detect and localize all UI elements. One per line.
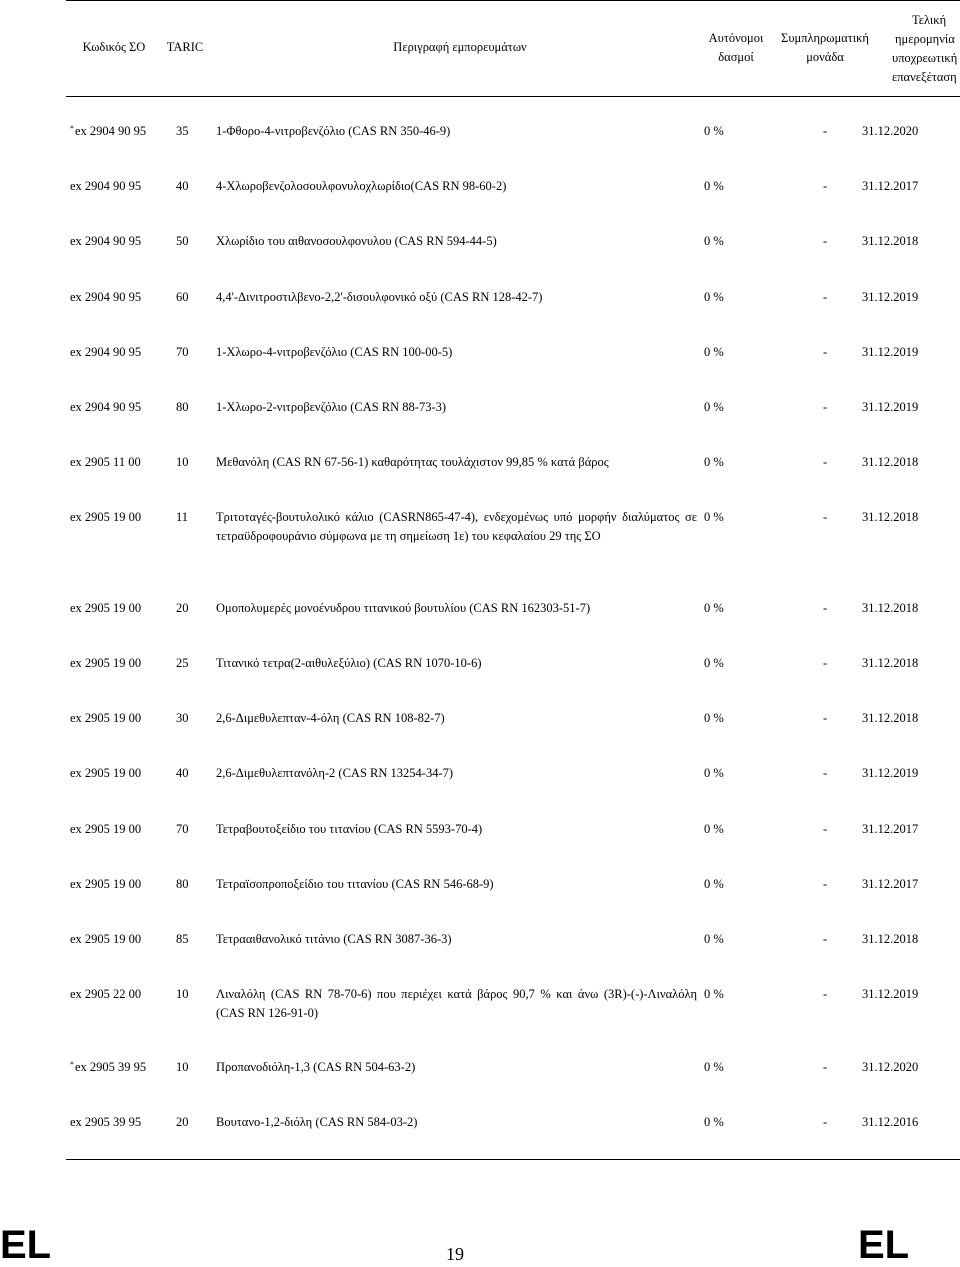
header-duties-line-1: Αυτόνομοι (708, 31, 764, 45)
header-code: Κωδικός ΣΟ (82, 40, 146, 54)
taric-code: 20 (176, 1115, 189, 1129)
header-review-date-line-4: επανεξέταση (892, 70, 957, 84)
header-duties-line-2: δασμοί (718, 50, 754, 64)
taric-code: 35 (176, 124, 189, 138)
supplementary-unit: - (823, 179, 828, 193)
supplementary-unit: - (823, 1060, 828, 1074)
autonomous-duty: 0 % (704, 877, 724, 891)
cn-code: ex 2904 90 95 (70, 290, 142, 304)
cn-code: ex 2905 19 00 (70, 601, 142, 615)
review-date: 31.12.2018 (862, 455, 919, 469)
autonomous-duty: 0 % (704, 124, 724, 138)
goods-description: Τετραβουτοξείδιο του τιτανίου (CAS RN 5593-70-4) (216, 822, 483, 836)
taric-code: 11 (176, 510, 189, 524)
goods-description: Προπανοδιόλη-1,3 (CAS RN 504-63-2) (216, 1060, 416, 1074)
goods-description: 1-Χλωρο-4-νιτροβενζόλιο (CAS RN 100-00-5) (216, 345, 453, 359)
header-unit (772, 29, 878, 67)
review-date: 31.12.2018 (862, 601, 919, 615)
autonomous-duty: 0 % (704, 987, 724, 1001)
supplementary-unit: - (823, 234, 828, 248)
supplementary-unit: - (823, 877, 828, 891)
autonomous-duty: 0 % (704, 711, 724, 725)
cn-code: ex 2905 19 00 (70, 932, 142, 946)
review-date: 31.12.2017 (862, 179, 919, 193)
cn-code: ex 2905 19 00 (70, 510, 142, 524)
table-bottom-rule (66, 1159, 960, 1160)
supplementary-unit: - (823, 766, 828, 780)
taric-code: 70 (176, 345, 189, 359)
taric-code: 10 (176, 455, 189, 469)
review-date: 31.12.2017 (862, 822, 919, 836)
cn-code: ex 2905 19 00 (70, 766, 142, 780)
taric-code: 70 (176, 822, 189, 836)
review-date: 31.12.2018 (862, 932, 919, 946)
review-date: 31.12.2018 (862, 711, 919, 725)
goods-description: 4,4'-Δινιτροστιλβενο-2,2'-δισουλφονικό οξύ (CAS RN 128-42-7) (216, 290, 543, 304)
cn-code: ex 2904 90 95 (70, 234, 142, 248)
cn-code: ex 2905 19 00 (70, 711, 142, 725)
goods-description: Τετραϊσοπροποξείδιο του τιτανίου (CAS RN 546-68-9) (216, 877, 494, 891)
cn-code: ex 2904 90 95 (70, 345, 142, 359)
page-number: 19 (446, 1244, 464, 1264)
cn-code: ex 2904 90 95 (70, 400, 142, 414)
autonomous-duty: 0 % (704, 601, 724, 615)
amendment-mark: * (70, 124, 74, 133)
review-date: 31.12.2019 (862, 400, 919, 414)
goods-description: Μεθανόλη (CAS RN 67-56-1) καθαρότητας τουλάχιστον 99,85 % κατά βάρος (216, 455, 609, 469)
review-date: 31.12.2018 (862, 510, 919, 524)
header-top-rule (66, 0, 960, 1)
supplementary-unit: - (823, 932, 828, 946)
autonomous-duty: 0 % (704, 1115, 724, 1129)
autonomous-duty: 0 % (704, 290, 724, 304)
cn-code: ex 2905 22 00 (70, 987, 142, 1001)
cn-code: ex 2905 11 00 (70, 455, 141, 469)
cn-code: ex 2905 19 00 (70, 877, 142, 891)
header-duties (696, 29, 776, 67)
header-unit-line-2: μονάδα (806, 50, 844, 64)
header-bottom-rule (66, 96, 960, 97)
autonomous-duty: 0 % (704, 510, 724, 524)
footer-language-right: EL (858, 1223, 910, 1267)
goods-description: Βουτανο-1,2-διόλη (CAS RN 584-03-2) (216, 1115, 418, 1129)
autonomous-duty: 0 % (704, 179, 724, 193)
goods-description: 1-Χλωρο-2-νιτροβενζόλιο (CAS RN 88-73-3) (216, 400, 447, 414)
goods-description: 2,6-Διμεθυλεπτανόλη-2 (CAS RN 13254-34-7) (216, 766, 454, 780)
footer-language-left: EL (0, 1223, 52, 1267)
header-taric: TARIC (166, 40, 204, 54)
supplementary-unit: - (823, 124, 828, 138)
review-date: 31.12.2018 (862, 656, 919, 670)
taric-code: 10 (176, 1060, 189, 1074)
cn-code: *ex 2905 39 95 (70, 1060, 147, 1074)
supplementary-unit: - (823, 711, 828, 725)
goods-description: 2,6-Διμεθυλεπταν-4-όλη (CAS RN 108-82-7) (216, 711, 445, 725)
header-review-date-line-3: υποχρεωτική (892, 51, 958, 65)
goods-description: Ομοπολυμερές μονοένυδρου τιτανικού βουτυλίου (CAS RN 162303-51-7) (216, 601, 591, 615)
review-date: 31.12.2018 (862, 234, 919, 248)
autonomous-duty: 0 % (704, 400, 724, 414)
autonomous-duty: 0 % (704, 766, 724, 780)
taric-code: 50 (176, 234, 189, 248)
review-date: 31.12.2016 (862, 1115, 919, 1129)
taric-code: 25 (176, 656, 189, 670)
taric-code: 10 (176, 987, 189, 1001)
taric-code: 40 (176, 766, 189, 780)
goods-description: Τετρααιθανολικό τιτάνιο (CAS RN 3087-36-3) (216, 932, 452, 946)
supplementary-unit: - (823, 822, 828, 836)
supplementary-unit: - (823, 510, 828, 524)
autonomous-duty: 0 % (704, 822, 724, 836)
autonomous-duty: 0 % (704, 1060, 724, 1074)
header-review-date-line-2: ημερομηνία (895, 32, 955, 46)
cn-code: *ex 2904 90 95 (70, 124, 147, 138)
review-date: 31.12.2019 (862, 290, 919, 304)
supplementary-unit: - (823, 400, 828, 414)
supplementary-unit: - (823, 656, 828, 670)
autonomous-duty: 0 % (704, 656, 724, 670)
review-date: 31.12.2019 (862, 987, 919, 1001)
taric-code: 30 (176, 711, 189, 725)
review-date: 31.12.2020 (862, 1060, 919, 1074)
taric-code: 80 (176, 400, 189, 414)
taric-code: 85 (176, 932, 189, 946)
header-unit-line-1: Συμπληρωματική (781, 31, 869, 45)
cn-code: ex 2904 90 95 (70, 179, 142, 193)
taric-code: 40 (176, 179, 189, 193)
cn-code: ex 2905 39 95 (70, 1115, 142, 1129)
amendment-mark: * (70, 1060, 74, 1069)
header-review-date (888, 11, 960, 87)
cn-code: ex 2905 19 00 (70, 822, 142, 836)
goods-description: Τιτανικό τετρα(2-αιθυλεξύλιο) (CAS RN 1070-10-6) (216, 656, 482, 670)
review-date: 31.12.2020 (862, 124, 919, 138)
supplementary-unit: - (823, 345, 828, 359)
review-date: 31.12.2019 (862, 766, 919, 780)
cn-code: ex 2905 19 00 (70, 656, 142, 670)
supplementary-unit: - (823, 455, 828, 469)
header-description: Περιγραφή εμπορευμάτων (393, 40, 527, 54)
goods-description: 1-Φθορο-4-νιτροβενζόλιο (CAS RN 350-46-9) (216, 124, 451, 138)
supplementary-unit: - (823, 290, 828, 304)
supplementary-unit: - (823, 601, 828, 615)
supplementary-unit: - (823, 987, 828, 1001)
taric-code: 20 (176, 601, 189, 615)
autonomous-duty: 0 % (704, 932, 724, 946)
goods-description: Λιναλόλη (CAS RN 78-70-6) που περιέχει κατά βάρος 90,7 % και άνω (3R)-(-)-Λιναλόλη (CAS RN 126-91-0) (216, 987, 697, 1020)
review-date: 31.12.2017 (862, 877, 919, 891)
header-review-date-line-1: Τελική (912, 13, 947, 27)
goods-description: Χλωρίδιο του αιθανοσουλφονυλου (CAS RN 594-44-5) (216, 234, 497, 248)
supplementary-unit: - (823, 1115, 828, 1129)
autonomous-duty: 0 % (704, 234, 724, 248)
taric-code: 80 (176, 877, 189, 891)
autonomous-duty: 0 % (704, 345, 724, 359)
review-date: 31.12.2019 (862, 345, 919, 359)
goods-description: Τριτοταγές-βουτυλολικό κάλιο (CASRN865-47-4), ενδεχομένως υπό μορφήν διαλύματος σε τετραϋδροφουράνιο σύμφωνα με τη σημείωση 1ε) του κεφαλαίου 29 της ΣΟ (216, 510, 697, 543)
taric-code: 60 (176, 290, 189, 304)
goods-description: 4-Χλωροβενζολοσουλφονυλοχλωρίδιο(CAS RN 98-60-2) (216, 179, 507, 193)
autonomous-duty: 0 % (704, 455, 724, 469)
